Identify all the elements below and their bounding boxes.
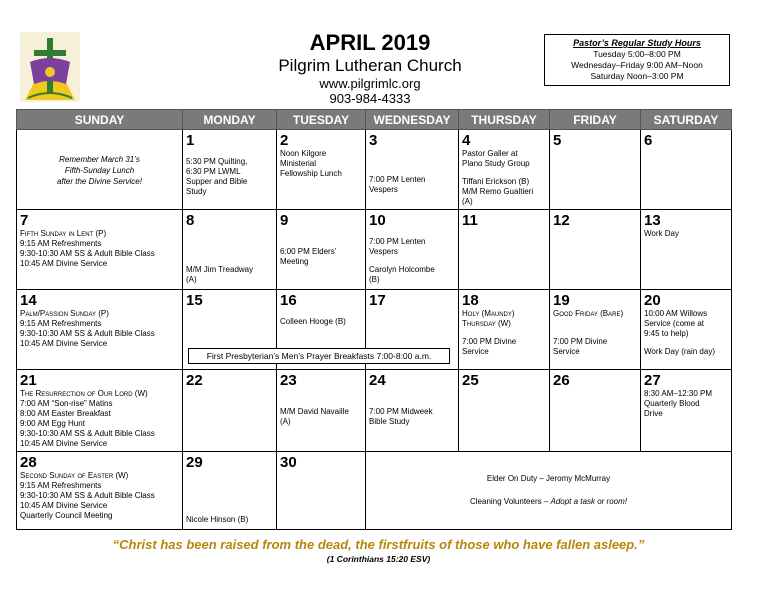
day-cell[interactable] (17, 452, 183, 530)
event-line: 10:45 AM Divine Service (20, 259, 108, 268)
day-number: 7 (20, 212, 29, 229)
event-line: 9:45 to help) (644, 329, 689, 338)
event-line: 9:00 AM Egg Hunt (20, 419, 85, 428)
weekday-header: TUESDAY (277, 110, 366, 130)
day-cell[interactable] (641, 370, 732, 452)
day-number: 8 (186, 212, 195, 229)
scripture-reference: (1 Corinthians 15:20 ESV) (326, 554, 431, 564)
event-line: 9:30-10:30 AM SS & Adult Bible Class (20, 429, 155, 438)
event-line: Study (186, 187, 207, 196)
prayer-breakfast-banner: First Presbyterian’s Men’s Prayer Breakfasts 7:00-8:00 a.m. (188, 348, 450, 364)
event-line: 9:30-10:30 AM SS & Adult Bible Class (20, 249, 155, 258)
day-number: 30 (280, 454, 297, 471)
calendar-title: APRIL 2019 (309, 30, 431, 55)
day-cell[interactable] (277, 370, 366, 452)
event-line: (A) (186, 275, 197, 284)
event-line: Supper and Bible (186, 177, 248, 186)
event-line: 7:00 PM Midweek (369, 407, 433, 416)
event-line: Colleen Hooge (B) (280, 317, 346, 326)
day-number: 20 (644, 292, 661, 309)
fifth-sunday-note (20, 132, 179, 187)
weekday-header: MONDAY (183, 110, 277, 130)
cleaning-note: Adopt a task or room! (550, 497, 627, 506)
day-cell[interactable] (277, 452, 366, 530)
day-number: 25 (462, 372, 479, 389)
day-cell[interactable] (17, 290, 183, 370)
day-cell[interactable] (366, 130, 459, 210)
liturgical-title: Palm/Passion Sunday (P) (20, 309, 109, 318)
day-cell (17, 130, 183, 210)
day-cell[interactable] (459, 130, 550, 210)
event-line: Service (553, 347, 580, 356)
day-number: 22 (186, 372, 203, 389)
weekday-header-row (17, 110, 732, 130)
day-number: 21 (20, 372, 37, 389)
day-cell[interactable] (183, 452, 277, 530)
week-row (17, 370, 732, 452)
day-number: 13 (644, 212, 661, 229)
day-number: 28 (20, 454, 37, 471)
event-line: Plano Study Group (462, 159, 530, 168)
day-cell[interactable] (641, 130, 732, 210)
day-cell[interactable] (183, 130, 277, 210)
liturgical-title: Thursday (W) (462, 319, 511, 328)
day-cell[interactable] (641, 210, 732, 290)
event-line: 7:00 PM Divine (462, 337, 517, 346)
event-line: Vespers (369, 185, 398, 194)
study-hours-line: Wednesday–Friday 9:00 AM–Noon (571, 60, 703, 70)
elder-on-duty: Elder On Duty – Jeromy McMurray (486, 474, 611, 483)
event-line: Quarterly Blood (644, 399, 700, 408)
day-number: 16 (280, 292, 297, 309)
church-website[interactable]: www.pilgrimlc.org (319, 76, 421, 91)
event-line: 5:30 PM Quilting, (186, 157, 248, 166)
event-line: 9:30-10:30 AM SS & Adult Bible Class (20, 329, 155, 338)
day-number: 18 (462, 292, 479, 309)
week-row (17, 130, 732, 210)
note-line: after the Divine Service! (57, 177, 142, 186)
church-name: Pilgrim Lutheran Church (278, 56, 462, 75)
event-line: Quarterly Council Meeting (20, 511, 113, 520)
day-cell[interactable] (550, 290, 641, 370)
event-line: 8:30 AM–12:30 PM (644, 389, 713, 398)
cleaning-volunteers (369, 497, 728, 507)
church-phone: 903-984-4333 (329, 91, 411, 106)
event-line: Carolyn Holcombe (369, 265, 435, 274)
day-number: 9 (280, 212, 289, 229)
day-cell[interactable] (459, 290, 550, 370)
note-line: Fifth-Sunday Lunch (64, 166, 135, 175)
liturgical-title: Second Sunday of Easter (W) (20, 471, 129, 480)
event-line: 7:00 AM “Son-rise” Matins (20, 399, 113, 408)
event-line: 7:00 PM Lenten (369, 175, 426, 184)
day-number: 1 (186, 132, 195, 149)
day-cell[interactable] (183, 210, 277, 290)
day-number: 17 (369, 292, 386, 309)
day-cell[interactable] (641, 290, 732, 370)
event-line: 10:45 AM Divine Service (20, 339, 108, 348)
event-line: M/M David Navaille (280, 407, 349, 416)
day-cell[interactable] (277, 130, 366, 210)
day-number: 26 (553, 372, 570, 389)
day-number: 11 (462, 212, 478, 229)
day-number: 5 (553, 132, 562, 149)
event-line: (A) (280, 417, 291, 426)
event-line: Bible Study (369, 417, 410, 426)
day-cell[interactable] (17, 210, 183, 290)
study-hours-box (544, 34, 730, 86)
weekday-header: SUNDAY (17, 110, 183, 130)
day-number: 15 (186, 292, 203, 309)
event-line: 10:00 AM Willows (644, 309, 708, 318)
day-cell[interactable] (183, 370, 277, 452)
event-line: 7:00 PM Lenten (369, 237, 426, 246)
event-line: Noon Kilgore (280, 149, 327, 158)
study-hours-title: Pastor’s Regular Study Hours (573, 38, 701, 48)
scripture-verse: “Christ has been raised from the dead, the firstfruits of those who have fallen asleep.” (112, 537, 645, 552)
event-line: Service (462, 347, 489, 356)
day-cell[interactable] (366, 370, 459, 452)
event-line: 9:30-10:30 AM SS & Adult Bible Class (20, 491, 155, 500)
day-number: 10 (369, 212, 386, 229)
event-line: M/M Remo Gualtieri (462, 187, 534, 196)
event-line: 7:00 PM Divine (553, 337, 608, 346)
duty-info-cell (366, 452, 732, 530)
cleaning-label: Cleaning Volunteers – (470, 497, 551, 506)
event-line: 9:15 AM Refreshments (20, 239, 102, 248)
day-cell[interactable] (277, 210, 366, 290)
study-hours-line: Saturday Noon–3:00 PM (590, 71, 684, 81)
liturgical-title: Fifth Sunday in Lent (P) (20, 229, 107, 238)
note-line: Remember March 31’s (59, 155, 140, 164)
event-line: Ministerial (280, 159, 317, 168)
event-line: 6:00 PM Elders’ (280, 247, 337, 256)
day-cell[interactable] (459, 370, 550, 452)
event-line: Service (come at (644, 319, 705, 328)
event-line: Pastor Galler at (462, 149, 518, 158)
day-number: 23 (280, 372, 297, 389)
event-line: (B) (369, 275, 380, 284)
study-hours-line: Tuesday 5:00–8:00 PM (593, 49, 681, 59)
event-line: 8:00 AM Easter Breakfast (20, 409, 111, 418)
event-line: Work Day (rain day) (644, 347, 715, 356)
day-number: 3 (369, 132, 378, 149)
weekday-header: FRIDAY (550, 110, 641, 130)
day-number: 14 (20, 292, 37, 309)
week-row (17, 210, 732, 290)
event-line: (A) (462, 197, 473, 206)
day-number: 27 (644, 372, 661, 389)
weekday-header: THURSDAY (459, 110, 550, 130)
day-cell[interactable] (366, 210, 459, 290)
calendar-header (220, 30, 520, 106)
event-line: 6:30 PM LWML (186, 167, 241, 176)
event-line: Work Day (644, 229, 679, 238)
cross-logo-icon (20, 32, 80, 102)
event-line: 9:15 AM Refreshments (20, 481, 102, 490)
day-number: 19 (553, 292, 570, 309)
event-line: Vespers (369, 247, 398, 256)
liturgical-title: Good Friday (Bare) (553, 309, 624, 318)
event-line: M/M Jim Treadway (186, 265, 254, 274)
event-line: 10:45 AM Divine Service (20, 439, 108, 448)
calendar-grid (16, 109, 732, 530)
day-number: 2 (280, 132, 289, 149)
week-row (17, 452, 732, 530)
day-number: 29 (186, 454, 203, 471)
day-cell[interactable] (459, 210, 550, 290)
day-cell[interactable] (550, 210, 641, 290)
liturgical-title: Holy (Maundy) (462, 309, 515, 318)
day-number: 12 (553, 212, 570, 229)
day-cell[interactable] (550, 370, 641, 452)
day-number: 6 (644, 132, 653, 149)
event-line: Meeting (280, 257, 309, 266)
day-number: 24 (369, 372, 386, 389)
event-line: 9:15 AM Refreshments (20, 319, 102, 328)
event-line: Tiffani Erickson (B) (462, 177, 530, 186)
day-number: 4 (462, 132, 471, 149)
event-line: Nicole Hinson (B) (186, 515, 249, 524)
day-cell[interactable] (17, 370, 183, 452)
event-line: Fellowship Lunch (280, 169, 342, 178)
event-line: Drive (644, 409, 663, 418)
day-cell[interactable] (550, 130, 641, 210)
event-line: 10:45 AM Divine Service (20, 501, 108, 510)
weekday-header: WEDNESDAY (366, 110, 459, 130)
liturgical-title: The Resurrection of Our Lord (W) (20, 389, 148, 398)
weekday-header: SATURDAY (641, 110, 732, 130)
